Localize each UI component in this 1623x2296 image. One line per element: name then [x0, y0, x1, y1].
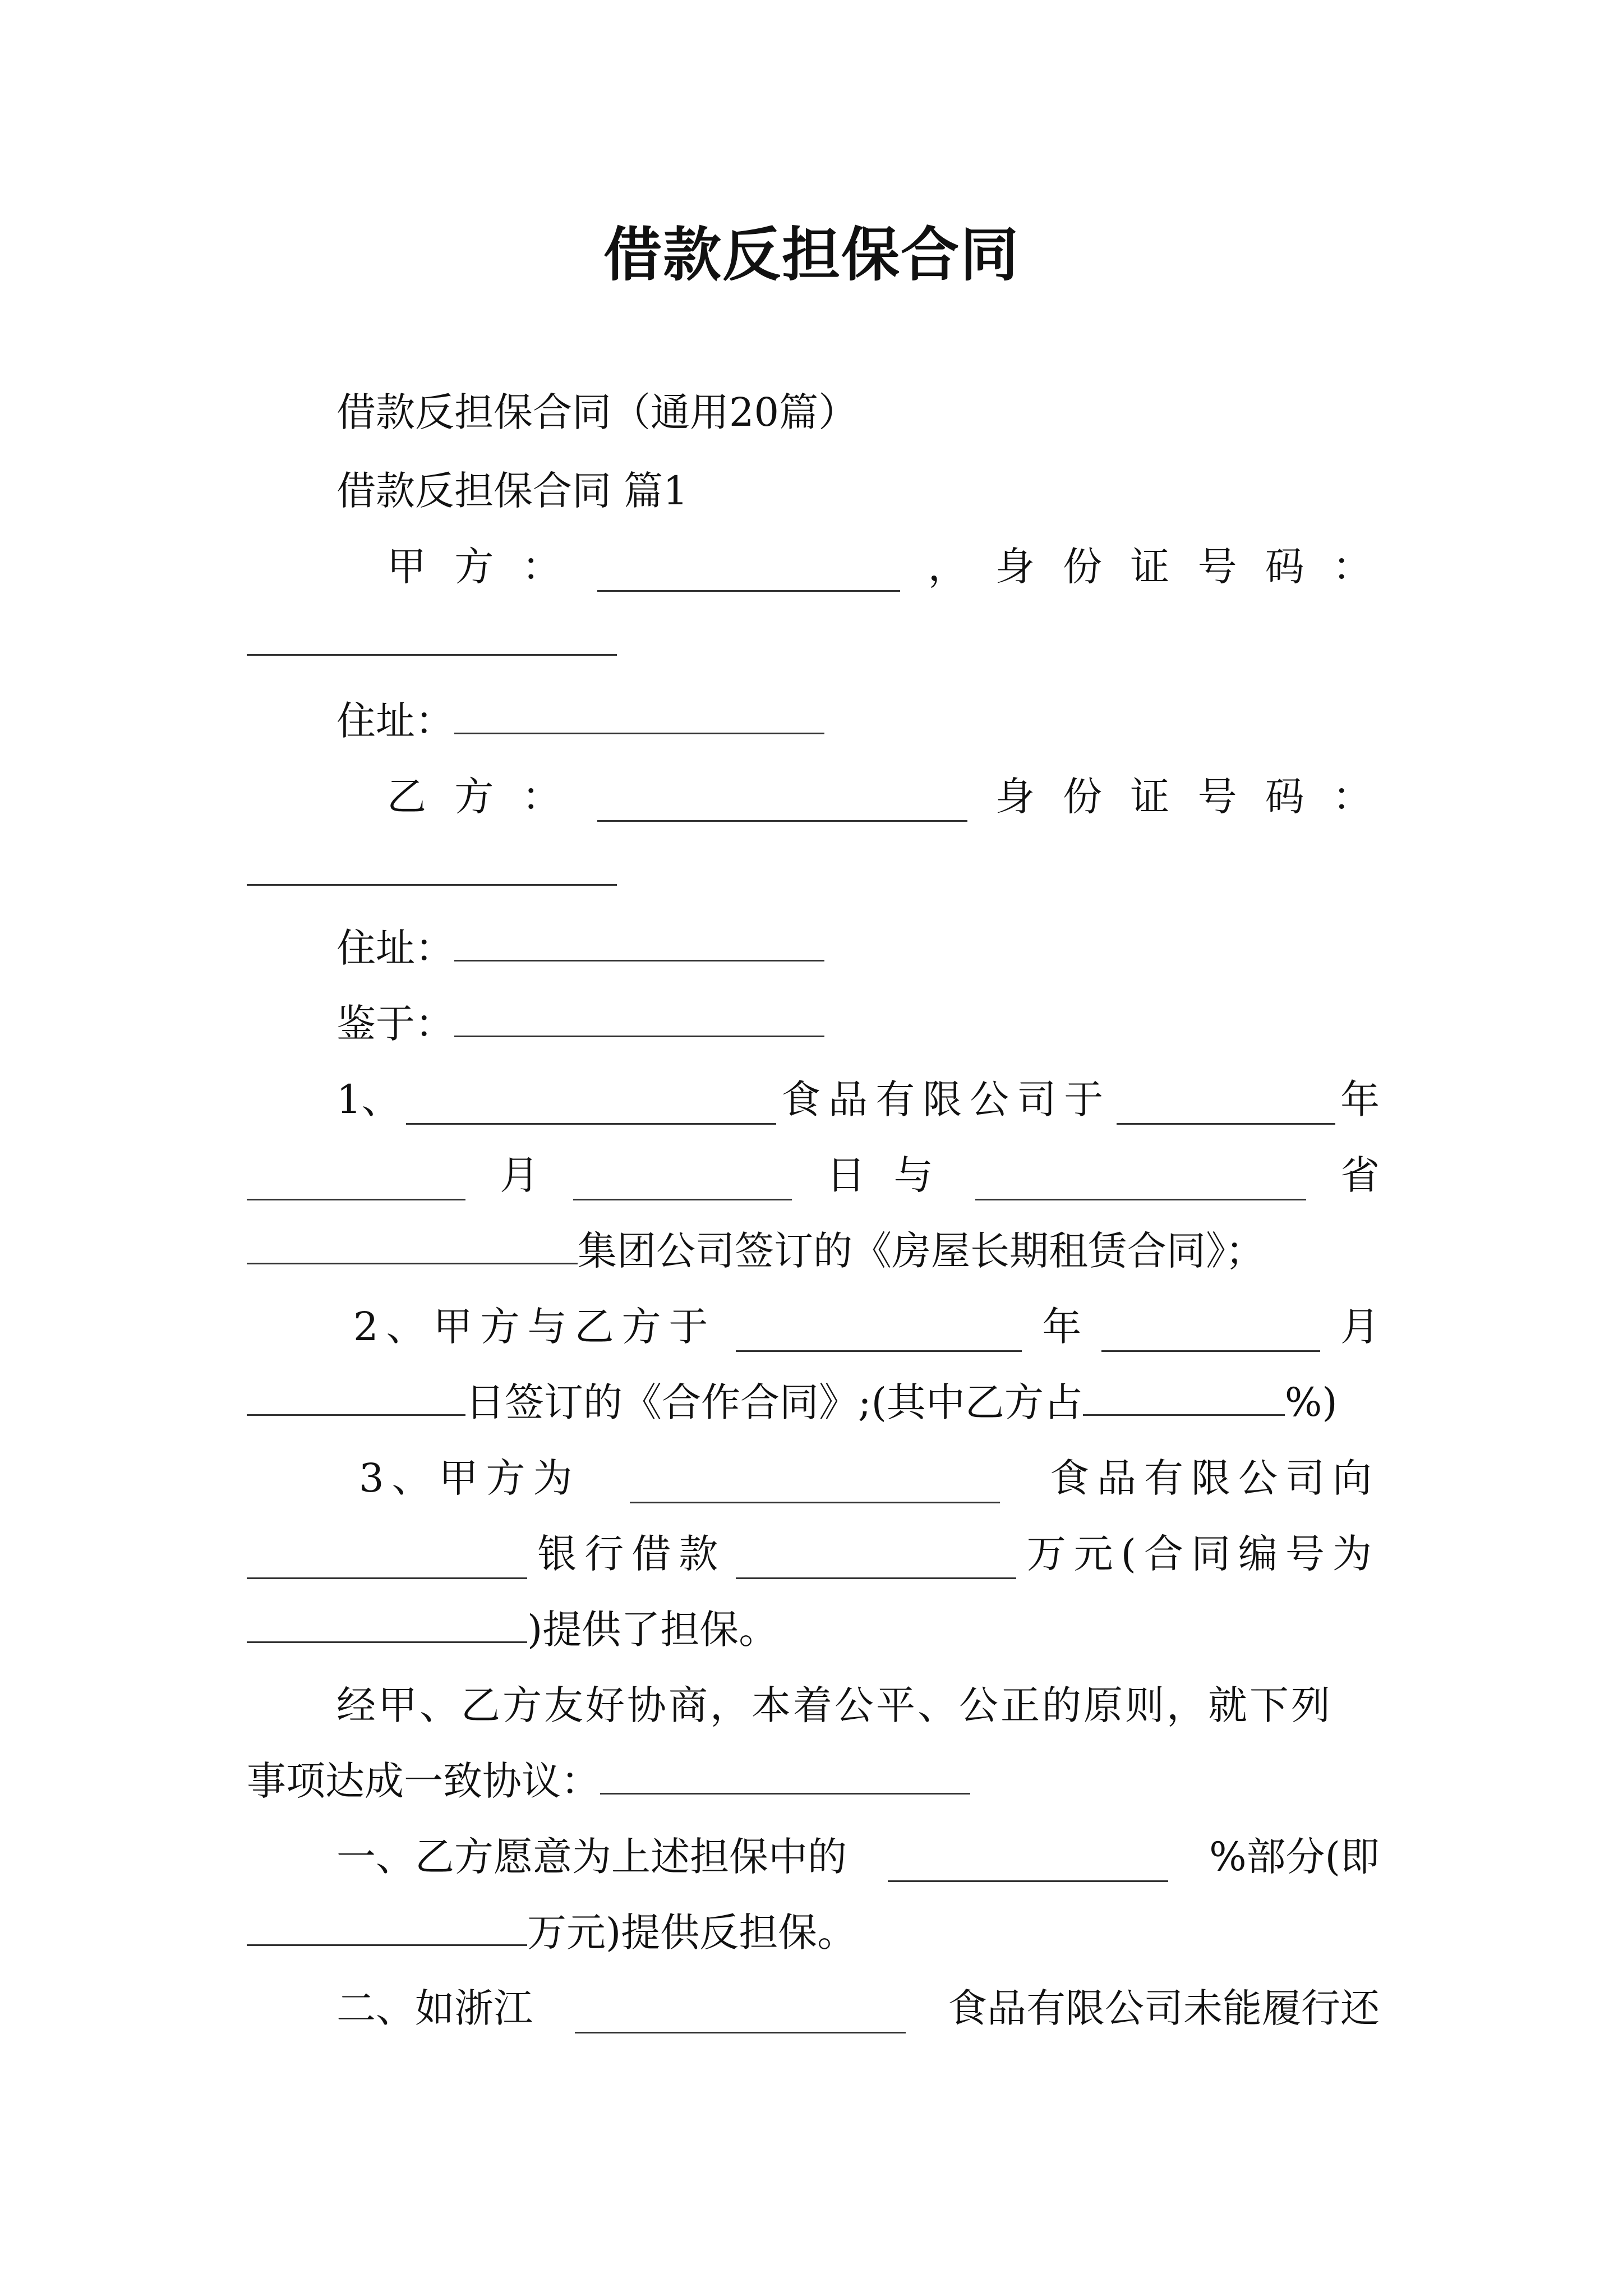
- party-a-id-blank[interactable]: [247, 620, 617, 656]
- month-label: 月: [1340, 1304, 1380, 1350]
- year-label: 年: [1340, 1076, 1380, 1122]
- document-title: 借款反担保合同: [603, 220, 1020, 289]
- province-label: 省: [1340, 1152, 1380, 1198]
- clause-3-company-blank[interactable]: [630, 1468, 1000, 1503]
- party-a-label: 甲 方 ：: [387, 544, 569, 590]
- province-blank[interactable]: [975, 1165, 1306, 1200]
- party-a-name-blank[interactable]: [597, 556, 900, 592]
- month-label: 月: [500, 1152, 540, 1198]
- company-name-blank[interactable]: [406, 1089, 776, 1125]
- comma: ，: [928, 544, 967, 590]
- clause-2-day-blank[interactable]: [247, 1381, 465, 1416]
- clause-2-end-line: [247, 1377, 1338, 1428]
- agreement-intro-end: [247, 1756, 970, 1806]
- clause-3-text: 3、甲方为: [359, 1455, 580, 1501]
- bank-blank[interactable]: [247, 1544, 527, 1579]
- clause-2-year-blank[interactable]: [736, 1317, 1022, 1352]
- article-1-end-text: 万元)提供反担保。: [527, 1910, 857, 1955]
- address-label: 住址：: [336, 925, 454, 971]
- party-a-line: [387, 541, 1380, 592]
- clause-2-text: 2、甲方与乙方于: [353, 1304, 716, 1350]
- clause-1-end-text: 集团公司签订的《房屋长期租赁合同》；: [578, 1228, 1265, 1274]
- clause-2-month-blank[interactable]: [1101, 1317, 1320, 1352]
- article-1-text: 一、乙方愿意为上述担保中的: [336, 1834, 847, 1880]
- day-blank[interactable]: [573, 1165, 792, 1200]
- clause-1-end-line: [247, 1226, 1265, 1276]
- whereas-label: 鉴于：: [336, 1001, 454, 1047]
- id-number-label: 身 份 证 号 码 ：: [995, 544, 1380, 590]
- agreement-intro-end-text: 事项达成一致协议：: [247, 1758, 600, 1804]
- party-b-id-blank[interactable]: [247, 850, 617, 886]
- clause-3-end-text: )提供了担保。: [527, 1607, 778, 1653]
- clause-1-date-line: [247, 1150, 1380, 1200]
- party-b-label: 乙 方 ：: [387, 774, 569, 820]
- year-label: 年: [1042, 1304, 1082, 1350]
- id-number-label: 身 份 证 号 码 ：: [995, 774, 1380, 820]
- loan-amount-blank[interactable]: [736, 1544, 1016, 1579]
- agreement-blank[interactable]: [600, 1759, 970, 1795]
- guarantee-percent-blank[interactable]: [888, 1847, 1168, 1882]
- contract-number-blank[interactable]: [247, 1608, 527, 1643]
- party-b-id-line: [247, 847, 617, 898]
- month-blank[interactable]: [247, 1165, 465, 1200]
- address-label: 住址：: [336, 698, 454, 744]
- clause-2-line: [353, 1301, 1380, 1352]
- article-2-text: 二、如浙江: [336, 1985, 533, 2031]
- article-1-end-line: [247, 1907, 856, 1958]
- group-blank[interactable]: [247, 1229, 578, 1264]
- clause-1-line: [336, 1074, 1380, 1125]
- party-b-line: [387, 771, 1380, 822]
- section-heading: 借款反担保合同 篇1: [336, 468, 688, 514]
- clause-3-end-line: [247, 1604, 778, 1655]
- party-b-name-blank[interactable]: [597, 786, 967, 822]
- article-2-cont-text: 食品有限公司未能履行还: [948, 1985, 1380, 2031]
- party-a-address-blank[interactable]: [454, 699, 824, 734]
- party-a-id-line: [247, 617, 617, 668]
- year-blank[interactable]: [1117, 1089, 1335, 1125]
- party-b-address-blank[interactable]: [454, 926, 824, 961]
- article-2-line: [336, 1983, 1380, 2033]
- guarantee-amount-blank[interactable]: [247, 1911, 527, 1946]
- percent-label: %): [1284, 1379, 1338, 1425]
- party-a-address-line: [336, 696, 824, 746]
- party-b-address-line: [336, 923, 824, 973]
- doc-subtitle: 借款反担保合同（通用20篇）: [336, 389, 858, 435]
- clause-3-line: [359, 1453, 1380, 1503]
- clause-3-loan-line: [247, 1529, 1380, 1579]
- article-1-percent-text: %部分(即: [1209, 1834, 1380, 1880]
- agreement-intro: 经甲、乙方友好协商，本着公平、公正的原则，就下列: [336, 1682, 1332, 1728]
- whereas-blank[interactable]: [454, 1002, 824, 1037]
- clause-1-number: 1、: [336, 1076, 401, 1122]
- contract-number-text: 万元(合同编号为: [1026, 1531, 1380, 1577]
- clause-2-end-text: 日签订的《合作合同》;(其中乙方占: [465, 1379, 1083, 1425]
- bank-loan-text: 银行借款: [537, 1531, 726, 1577]
- share-percent-blank[interactable]: [1083, 1381, 1285, 1416]
- article-1-line: [336, 1832, 1380, 1882]
- day-with-label: 日 与: [826, 1152, 941, 1198]
- whereas-line: [336, 999, 824, 1049]
- clause-3-company-text: 食品有限公司向: [1049, 1455, 1380, 1501]
- zhejiang-company-blank[interactable]: [575, 1998, 906, 2033]
- clause-1-text: 食品有限公司于: [781, 1076, 1112, 1122]
